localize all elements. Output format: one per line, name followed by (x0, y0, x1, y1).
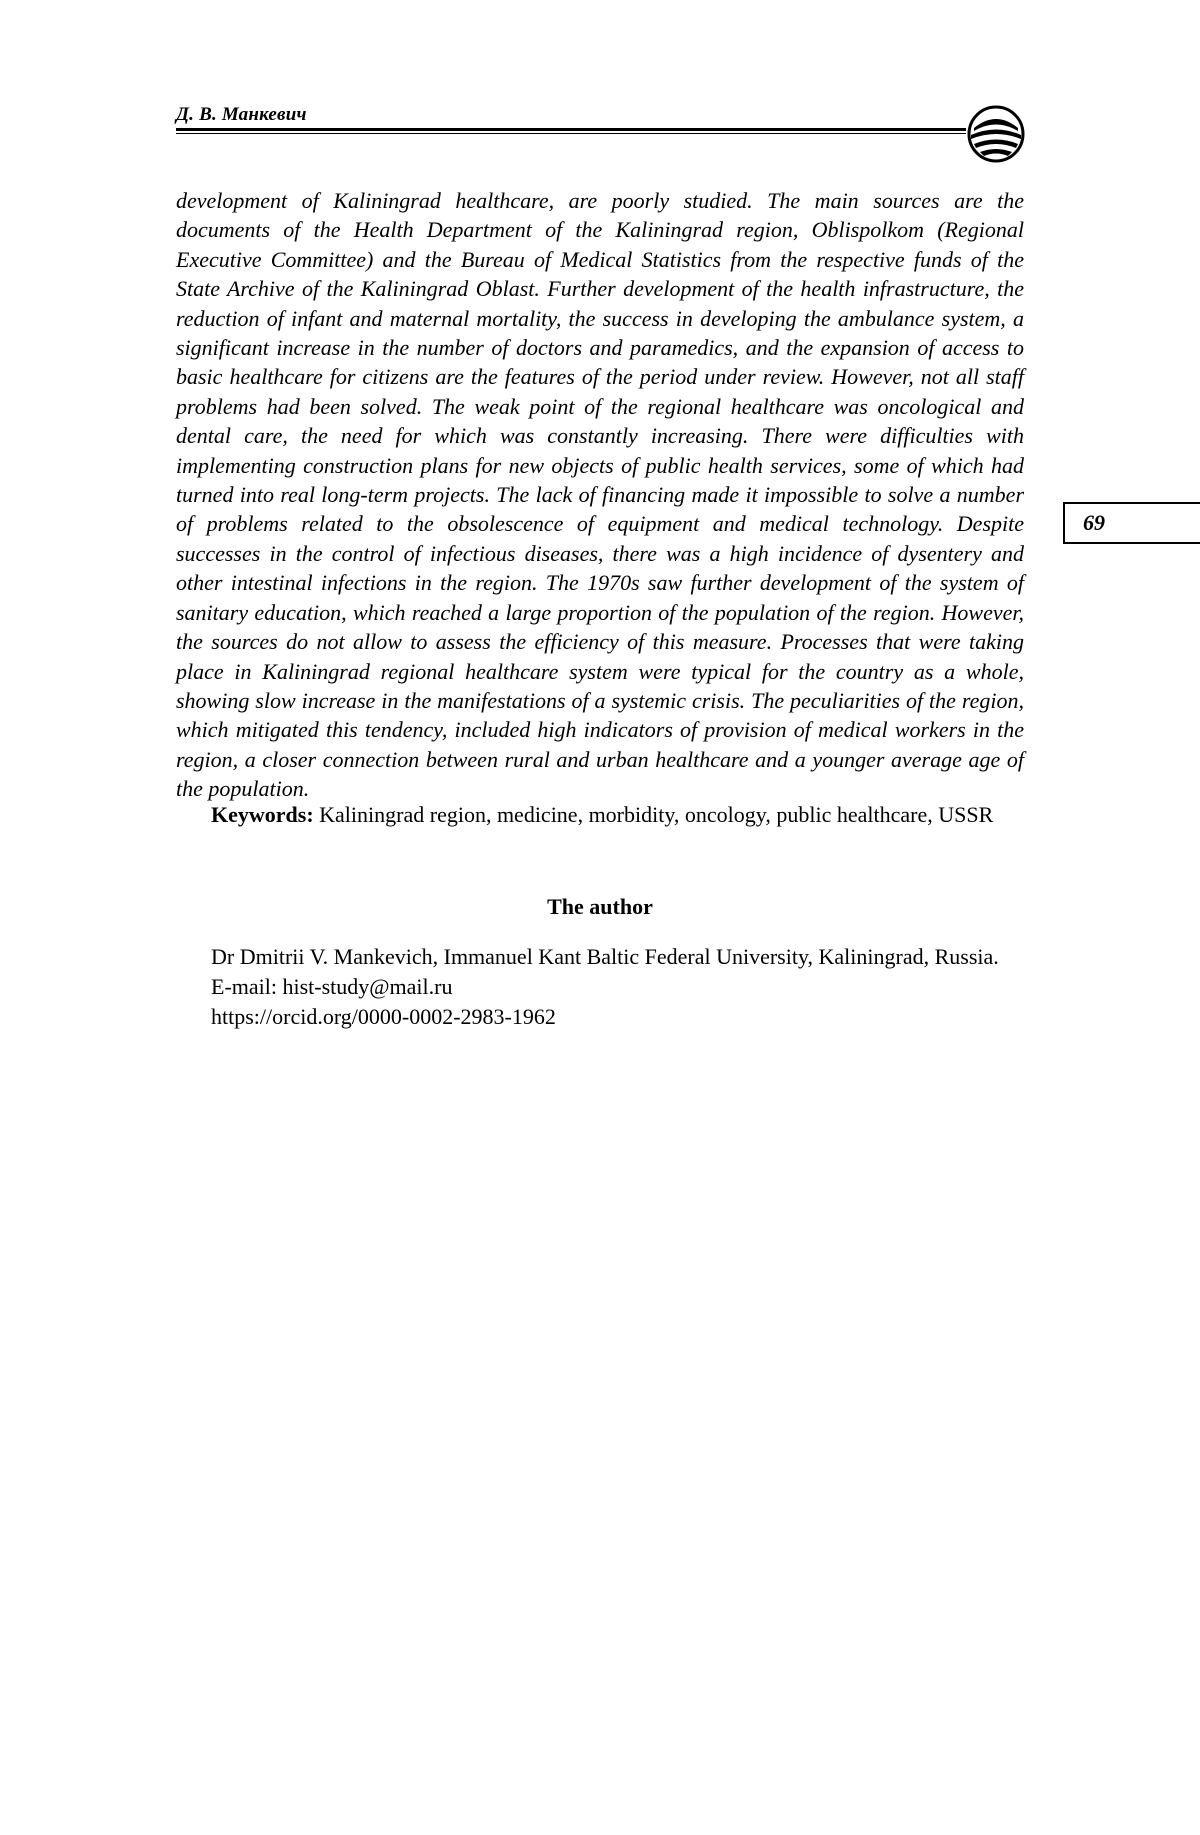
abstract-text: development of Kaliningrad healthcare, are poorly studied. The main sources are the documents of the Health Department of the Kaliningrad region, Oblispolkom (Regional Executive Committee) and the Bureau of Medical Statistics from the respective funds of the State Archive of the Kaliningrad Oblast. Further development of the health infrastructure, the reduction of infant and maternal mortality, the success in developing the ambulance system, a significant increase in the number of doctors and paramedics, and the expansion of access to basic healthcare for citizens are the features of the period under review. However, not all staff problems had been solved. The weak point of the regional healthcare was oncological and dental care, the need for which was constantly increasing. There were difficulties with implementing construction plans for new objects of public health services, some of which had turned into real long-term projects. The lack of financing made it impossible to solve a number of problems related to the obsolescence of equipment and medical technology. Despite successes in the control of infectious diseases, there was a high incidence of dysentery and other intestinal infections in the region. The 1970s saw further development of the system of sanitary education, which reached a large proportion of the population of the region. However, the sources do not allow to assess the efficiency of this measure. Processes that were taking place in Kaliningrad regional healthcare system were typical for the country as a whole, showing slow increase in the manifestations of a systemic crisis. The peculiarities of the region, which mitigated this tendency, included high indicators of provision of medical workers in the region, a closer connection between rural and urban healthcare and a younger average age of the population. (176, 188, 1024, 802)
author-heading: The author (547, 894, 653, 919)
running-head-author: Д. В. Манкевич (176, 104, 307, 125)
header-rule (176, 128, 966, 134)
author-orcid: https://orcid.org/0000-0002-2983-1962 (211, 1004, 556, 1029)
page-number: 69 (1063, 502, 1200, 544)
journal-logo-icon (966, 104, 1026, 164)
author-email: E-mail: hist-study@mail.ru (211, 974, 453, 999)
keywords-label: Keywords: (211, 802, 314, 827)
keywords-paragraph (176, 800, 1024, 830)
keywords-list: Kaliningrad region, medicine, morbidity, oncology, public healthcare, USSR (313, 802, 994, 827)
author-info (176, 942, 1024, 1032)
author-affiliation: Dr Dmitrii V. Mankevich, Immanuel Kant Baltic Federal University, Kaliningrad, Russia. (211, 944, 999, 969)
